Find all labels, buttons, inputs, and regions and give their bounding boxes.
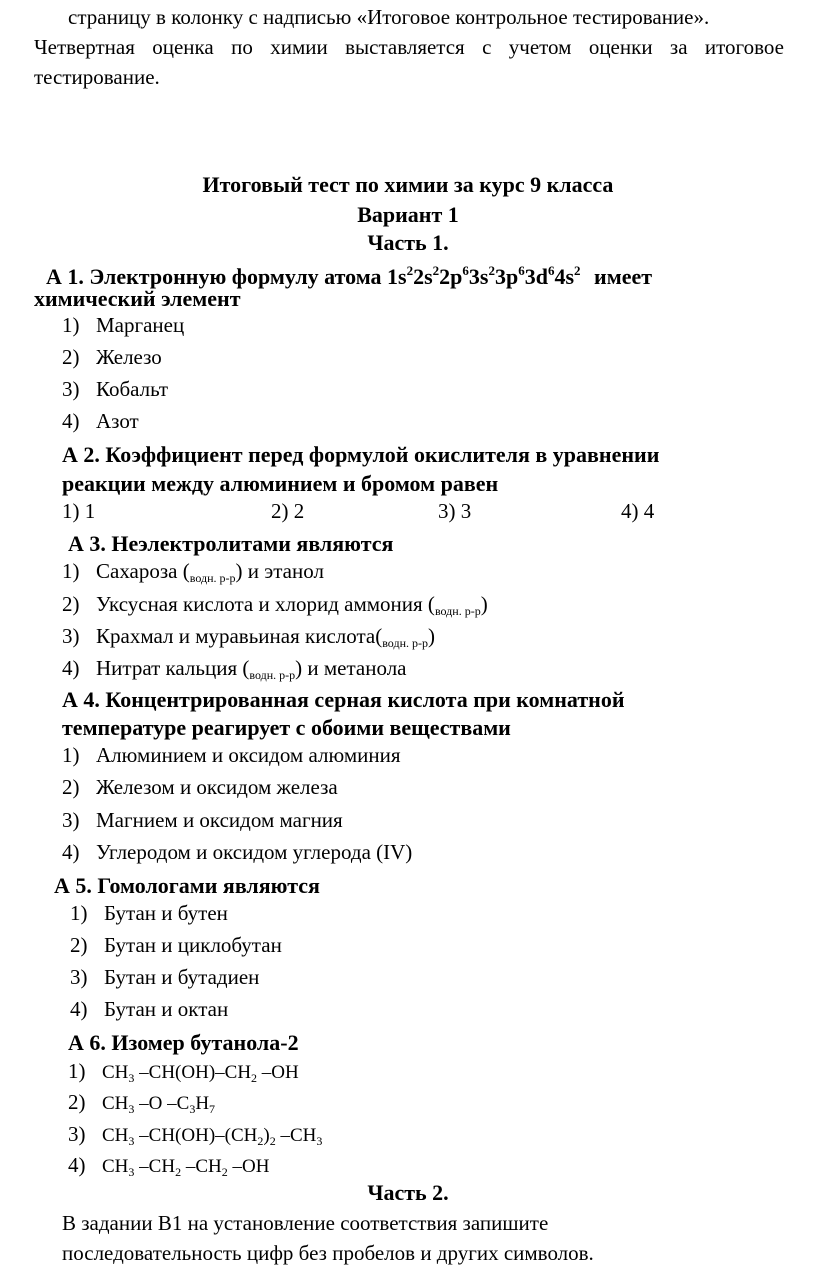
a4-option-1: 1) Алюминием и оксидом алюминия [62,743,401,767]
test-title: Итоговый тест по химии за курс 9 класса [202,172,614,197]
question-a5: А 5. Гомологами являются [54,873,320,898]
question-a4-line1: А 4. Концентрированная серная кислота при комнатной [62,687,625,712]
part1-label: Часть 1. [367,230,449,255]
question-a2-line2: реакции между алюминием и бромом равен [62,471,499,496]
question-a4-line2: температуре реагирует с обоими веществами [62,715,511,740]
a4-option-3: 3) Магнием и оксидом магния [62,808,343,832]
a6-option-3: 3) $CH_3$ $-CH(OH)-(CH_2)_2$ $-CH_3$ [68,1122,323,1148]
intro-line-1: страницу в колонку с надписью «Итоговое контрольное тестирование». [68,5,710,29]
question-a1-line2: химический элемент [34,286,241,311]
part2-line-2: последовательность цифр без пробелов и других символов. [62,1241,594,1265]
a5-option-2: 2) Бутан и циклобутан [70,933,282,957]
question-a2-line1: А 2. Коэффициент перед формулой окислителя в уравнении [62,442,660,467]
question-a6: А 6. Изомер бутанола-2 [68,1030,299,1055]
a5-option-1: 1) Бутан и бутен [70,901,228,925]
question-a3: А 3. Неэлектролитами являются [68,531,394,556]
a3-option-4: 4) Нитрат кальция $(_{водн. р-р})$ и метанола [62,656,407,682]
a2-option-3: 3) 3 [438,499,472,523]
a2-option-1: 1) 1 [62,499,96,523]
a1-option-1: 1) Марганец [62,313,185,337]
a6-option-4: 4) $CH_3$ $-CH_2$ $-CH_2$ –OH [68,1153,270,1179]
a2-option-4: 4) 4 [621,499,655,523]
a3-option-1: 1) Сахароза $(_{водн. р-р})$ и этанол [62,559,324,585]
a3-option-2: 2) Уксусная кислота и хлорид аммония $(_{водн. р-р})$ [62,592,488,618]
question-a1-line1: А 1. Электронную формулу атома $1s^22s^22p^63s^23p^63d^64s^2$ имеет [46,263,653,289]
a5-option-4: 4) Бутан и октан [70,997,229,1021]
a6-option-2: 2) $CH_3$ –O $-C_3H_7$ [68,1090,216,1116]
part2-line-1: В задании В1 на установление соответствия запишите [62,1211,549,1235]
a2-option-2: 2) 2 [271,499,305,523]
a6-option-1: 1) $CH_3$ $-CH(OH)-CH_2$ –OH [68,1059,299,1085]
part2-instructions [62,1208,782,1268]
variant-label: Вариант 1 [357,202,459,227]
part2-label: Часть 2. [367,1180,449,1205]
a1-option-3: 3) Кобальт [62,377,169,401]
intro-line-2: Четвертная оценка по химии выставляется с учетом оценки за итоговое тестирование. [34,35,784,89]
a5-option-3: 3) Бутан и бутадиен [70,965,260,989]
a1-option-4: 4) Азот [62,409,139,433]
a4-option-4: 4) Углеродом и оксидом углерода (IV) [62,840,413,864]
a4-option-2: 2) Железом и оксидом железа [62,775,338,799]
a1-option-2: 2) Железо [62,345,162,369]
intro-paragraph [34,2,784,92]
a3-option-3: 3) Крахмал и муравьиная $кислота(_{водн. р-р})$ [62,624,435,650]
